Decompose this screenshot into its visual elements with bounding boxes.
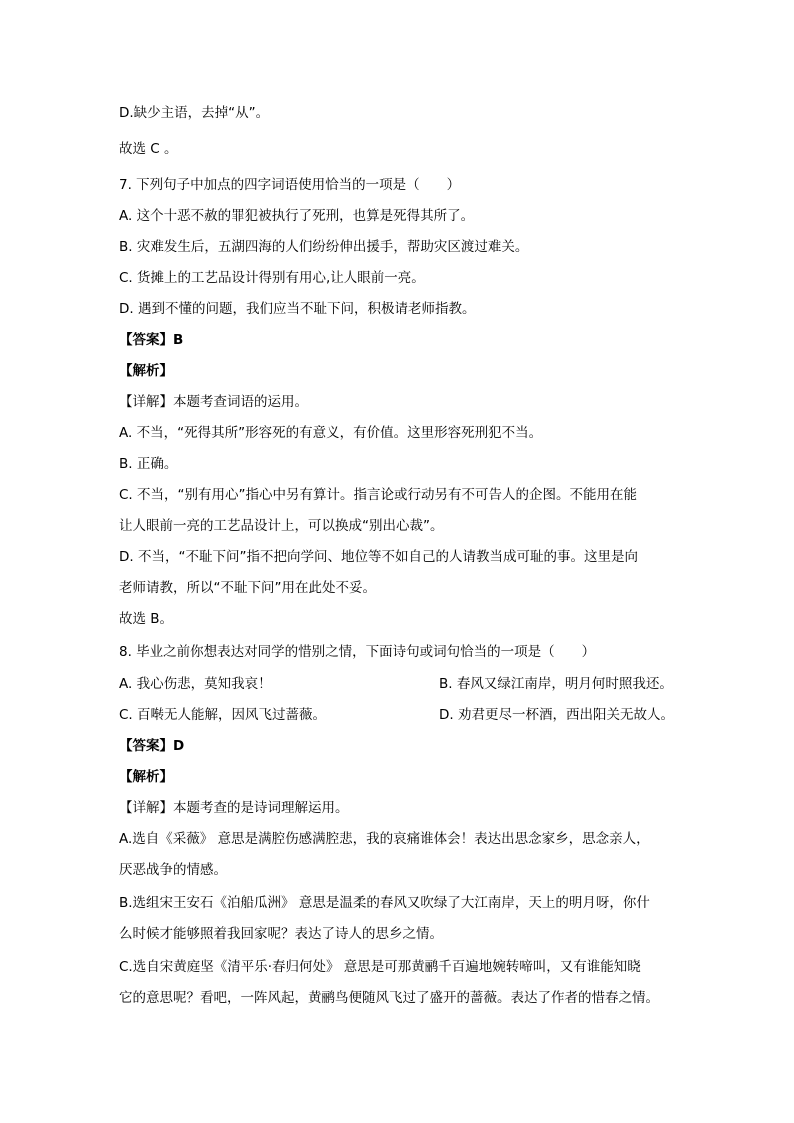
question-7-detail-c-cont: 让人眼前一亮的工艺品设计上，可以换成“别出心裁”。 xyxy=(119,518,444,534)
question-8-detail-a-cont: 厌恶战争的情感。 xyxy=(119,862,227,878)
question-8-detail-b: B.选组宋王安石《泊船瓜洲》 意思是温柔的春风又吹绿了大江南岸，天上的明月呀，你什 xyxy=(119,895,650,911)
question-7-option-d: D. 遇到不懂的问题，我们应当不耻下问，积极请老师指教。 xyxy=(119,301,476,317)
question-7-stem: 7. 下列句子中加点的四字词语使用恰当的一项是（ ） xyxy=(119,177,461,193)
conclusion-line: 故选 C 。 xyxy=(119,141,178,157)
question-7-detail-a: A. 不当，“死得其所”形容死的有意义，有价值。这里形容死刑犯不当。 xyxy=(119,425,543,441)
question-7-option-b: B. 灾难发生后，五湖四海的人们纷纷伸出援手，帮助灾区渡过难关。 xyxy=(119,239,529,255)
question-8-option-b: B. 春风又绿江南岸，明月何时照我还。 xyxy=(439,676,673,692)
question-8-detail-c: C.选自宋黄庭坚《清平乐·春归何处》 意思是可那黄鹂千百遍地婉转啼叫，又有谁能知晓 xyxy=(119,959,641,975)
question-7-detail-c: C. 不当，“别有用心”指心中另有算计。指言论或行动另有不可告人的企图。不能用在能 xyxy=(119,487,637,503)
question-8-option-c: C. 百啭无人能解，因风飞过蔷薇。 xyxy=(119,707,327,723)
answer-line-d-explanation: D.缺少主语，去掉“从”。 xyxy=(119,105,270,121)
question-7-detail-d: D. 不当，“不耻下问”指不把向学问、地位等不如自己的人请教当成可耻的事。这里是向 xyxy=(119,549,638,565)
question-7-analysis-heading: 【解析】 xyxy=(119,363,173,379)
question-8-detail: 【详解】本题考查的是诗词理解运用。 xyxy=(119,800,349,816)
question-8-answer: 【答案】D xyxy=(119,738,185,754)
question-8-detail-a: A.选自《采薇》 意思是满腔伤感满腔悲，我的哀痛谁体会！表达出思念家乡，思念亲人， xyxy=(119,831,650,847)
question-8-analysis-heading: 【解析】 xyxy=(119,769,173,785)
question-8-detail-b-cont: 么时候才能够照着我回家呢？表达了诗人的思乡之情。 xyxy=(119,926,443,942)
question-8-option-d: D. 劝君更尽一杯酒，西出阳关无故人。 xyxy=(439,707,674,723)
question-7-conclusion: 故选 B。 xyxy=(119,611,174,627)
question-8-detail-c-cont: 它的意思呢？看吧，一阵风起，黄鹂鸟便随风飞过了盛开的蔷薇。表达了作者的惜春之情。 xyxy=(119,990,659,1006)
question-7-answer: 【答案】B xyxy=(119,332,184,348)
question-7-detail-d-cont: 老师请教，所以“不耻下问”用在此处不妥。 xyxy=(119,580,376,596)
question-8-option-a: A. 我心伤悲，莫知我哀！ xyxy=(119,676,272,692)
question-7-option-a: A. 这个十恶不赦的罪犯被执行了死刑，也算是死得其所了。 xyxy=(119,208,475,224)
question-7-option-c: C. 货摊上的工艺品设计得别有用心,让人眼前一亮。 xyxy=(119,270,425,286)
question-8-stem: 8. 毕业之前你想表达对同学的惜别之情，下面诗句或词句恰当的一项是（ ） xyxy=(119,644,596,660)
question-7-detail-b: B. 正确。 xyxy=(119,456,178,472)
question-7-detail: 【详解】本题考查词语的运用。 xyxy=(119,394,308,410)
